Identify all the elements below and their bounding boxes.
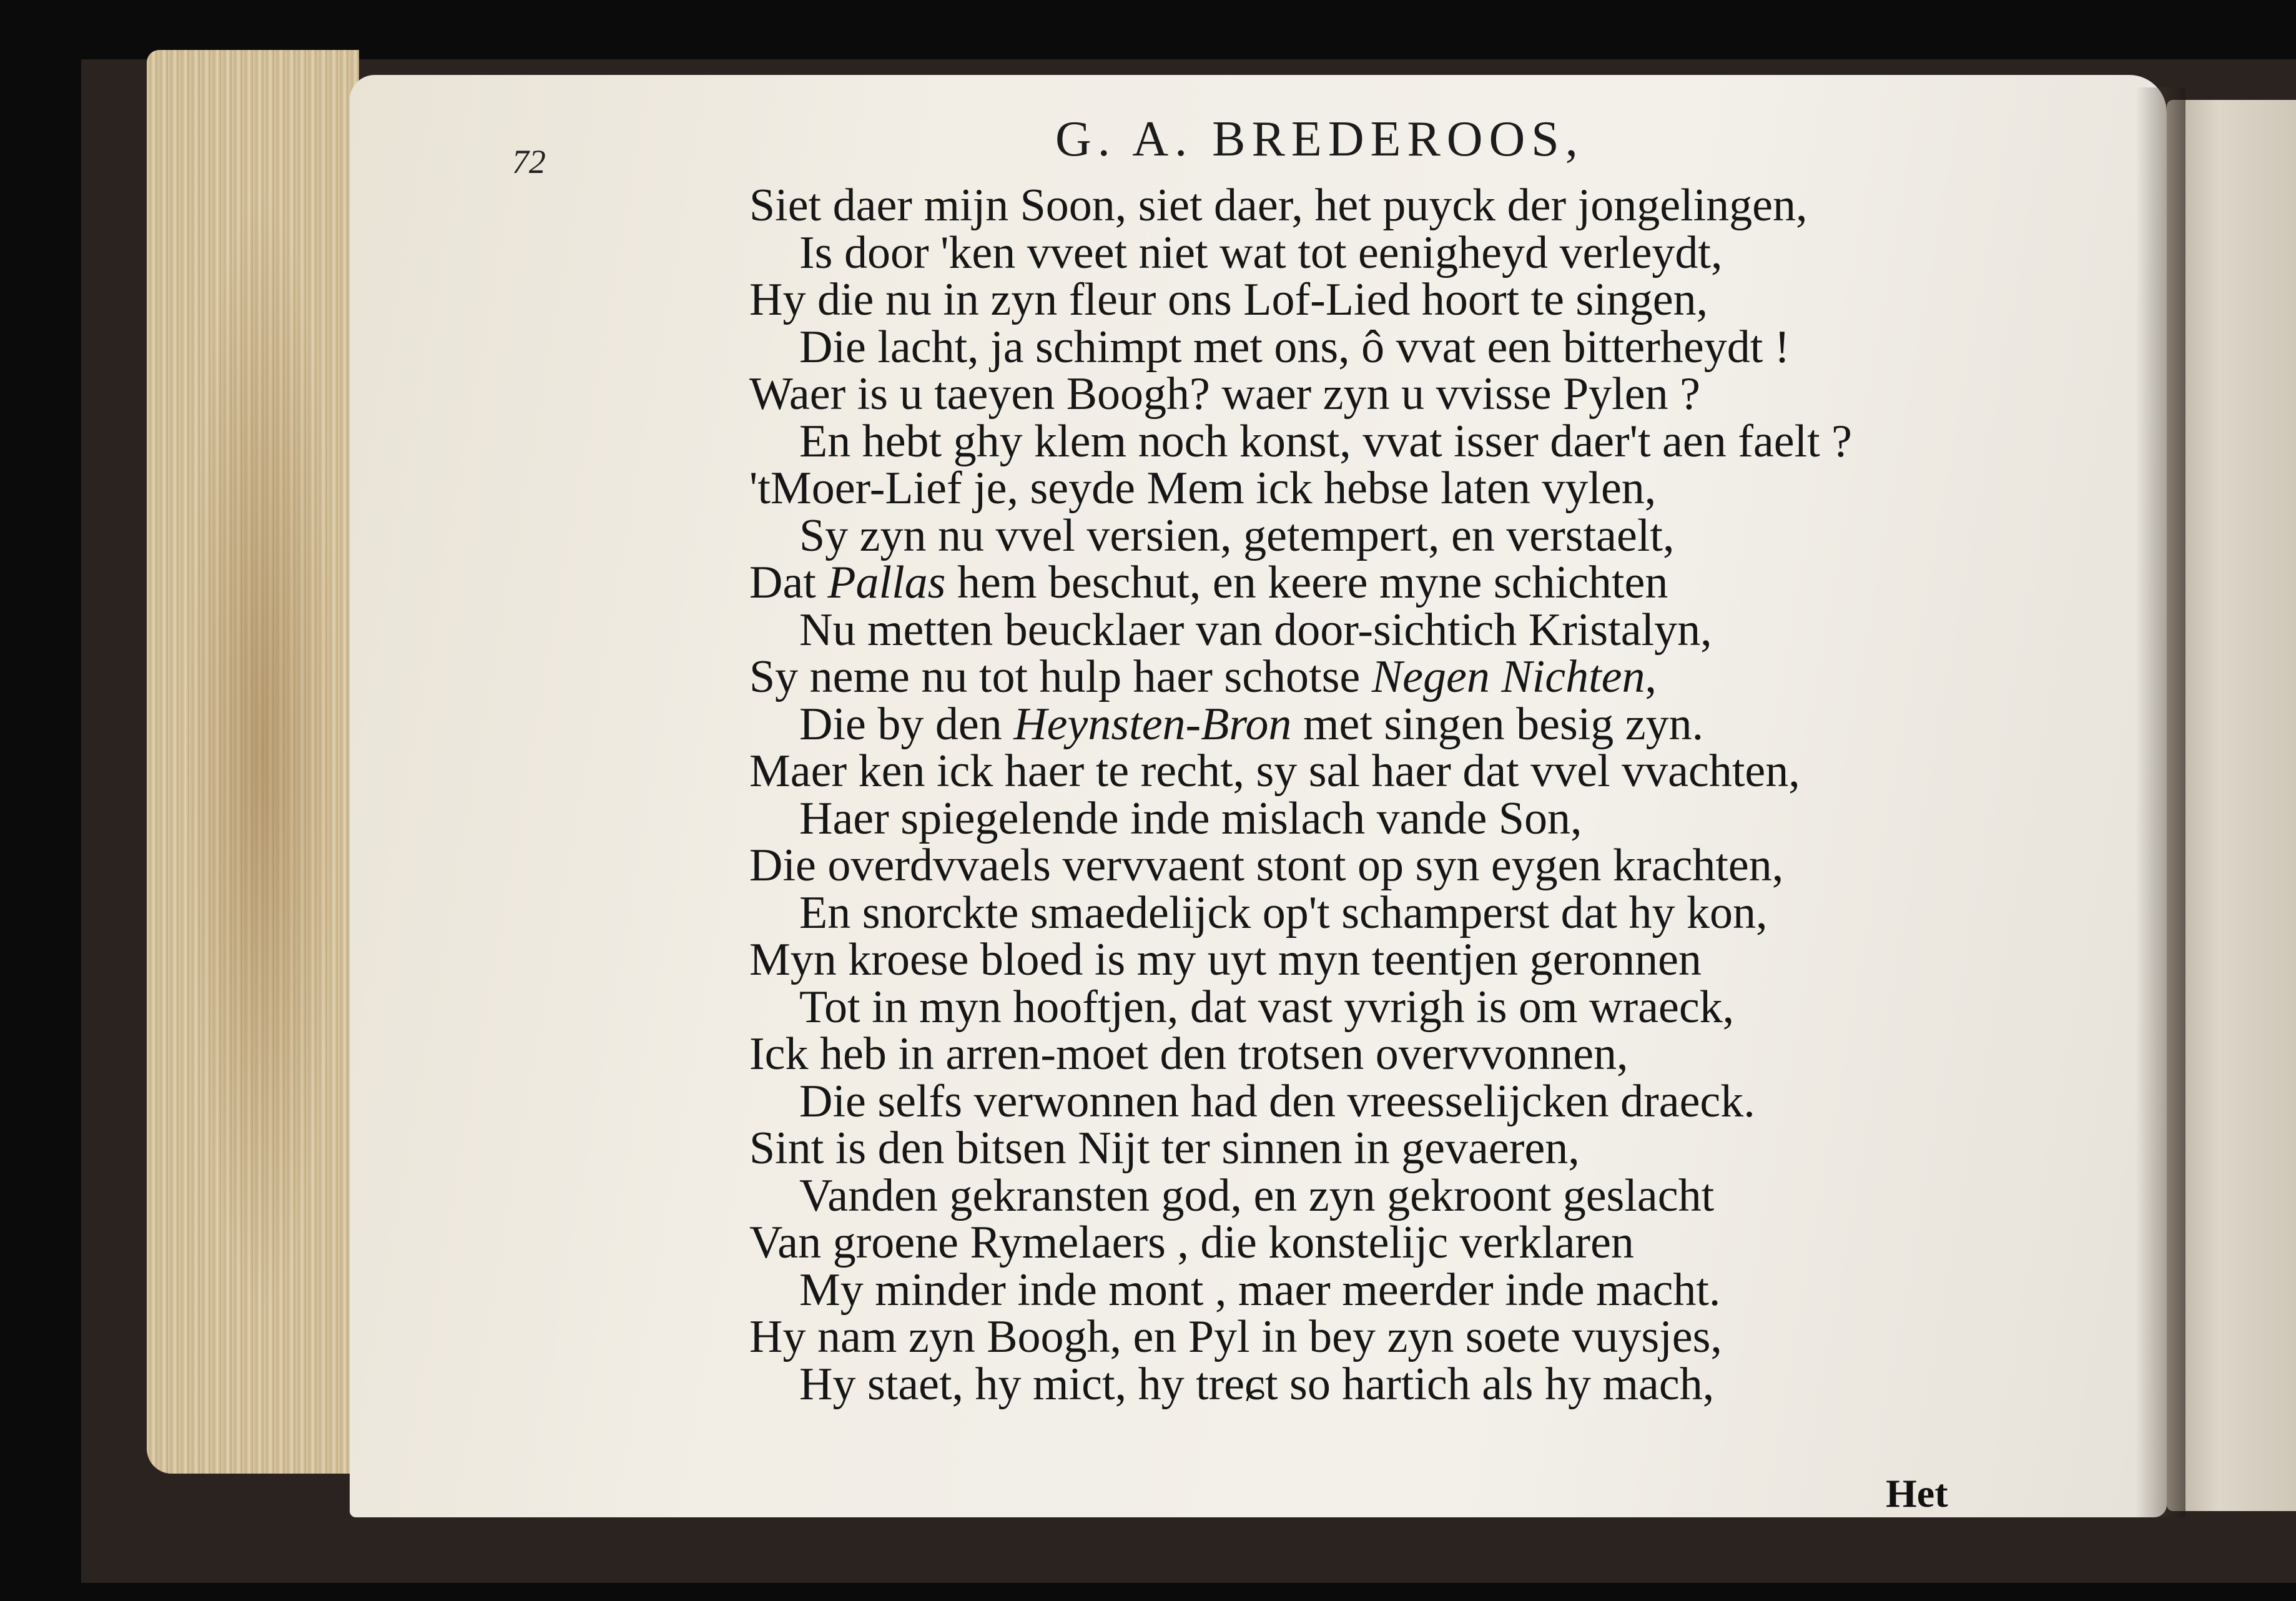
book-gutter [2136, 87, 2185, 1517]
poem-line: Is door 'ken vveet niet wat tot eenigheyd verleydt, [799, 227, 1723, 278]
facing-page [2167, 100, 2296, 1511]
poem-line: Die selfs verwonnen had den vreesselijcken draeck. [799, 1075, 1755, 1127]
catchword: Het [1886, 1471, 1948, 1515]
poem-line: Nu metten beucklaer van door-sichtich Kristalyn, [799, 604, 1712, 656]
poem-line: Haer spiegelende inde mislach vande Son, [799, 792, 1582, 844]
poem-line: Waer is u taeyen Boogh? waer zyn u vvisse Pylen ? [749, 368, 1700, 420]
poem-line: Maer ken ick haer te recht, sy sal haer dat vvel vvachten, [749, 746, 1800, 797]
italic-name: Pallas [827, 557, 946, 608]
italic-name: Heynsten-Bron [1013, 698, 1292, 750]
poem-line: Hy nam zyn Boogh, en Pyl in bey zyn soete vuysjes, [749, 1311, 1722, 1362]
poem-line: Hy die nu in zyn fleur ons Lof-Lied hoort te singen, [749, 274, 1708, 325]
italic-name: Negen Nichten [1371, 651, 1645, 702]
poem-line: Siet daer mijn Soon, siet daer, het puyck der jongelingen, [749, 180, 1808, 231]
poem-line: 'tMoer-Lief je, seyde Mem ick hebse laten vylen, [749, 463, 1657, 514]
poem-line: Van groene Rymelaers , die konstelijc verklaren [749, 1217, 1634, 1268]
page-number: 72 [512, 143, 546, 180]
poem-text [749, 182, 2061, 1408]
poem-line: Dat Pallas hem beschut, en keere myne schichten [749, 557, 1668, 608]
poem-line: Die by den Heynsten-Bron met singen besig zyn. [799, 698, 1704, 750]
poem-line: En snorckte smaedelijck op't schamperst dat hy kon, [799, 887, 1768, 938]
poem-line: Hy staet, hy mict, hy treɕt so hartich als hy mach, [799, 1358, 1715, 1410]
poem-line: Die lacht, ja schimpt met ons, ô vvat een bitterheydt ! [799, 321, 1790, 373]
poem-line: Sy neme nu tot hulp haer schotse Negen Nichten, [749, 651, 1657, 702]
poem-line: En hebt ghy klem noch konst, vvat isser daer't aen faelt ? [799, 415, 1853, 467]
poem-line: Die overdvvaels vervvaent stont op syn eygen krachten, [749, 840, 1784, 891]
poem-line: My minder inde mont , maer meerder inde macht. [799, 1264, 1721, 1316]
poem-line: Sy zyn nu vvel versien, getempert, en verstaelt, [799, 510, 1675, 561]
poem-line: Ick heb in arren-moet den trotsen overvvonnen, [749, 1028, 1628, 1080]
poem-line: Vanden gekransten god, en zyn gekroont geslacht [799, 1170, 1715, 1221]
running-head: G. A. BREDEROOS, [1055, 112, 1584, 167]
poem-line: Tot in myn hooftjen, dat vast yvrigh is om wraeck, [799, 981, 1735, 1033]
poem-line: Myn kroese bloed is my uyt myn teentjen geronnen [749, 934, 1702, 985]
edge-stain [187, 187, 337, 1311]
poem-line: Sint is den bitsen Nijt ter sinnen in gevaeren, [749, 1123, 1580, 1174]
